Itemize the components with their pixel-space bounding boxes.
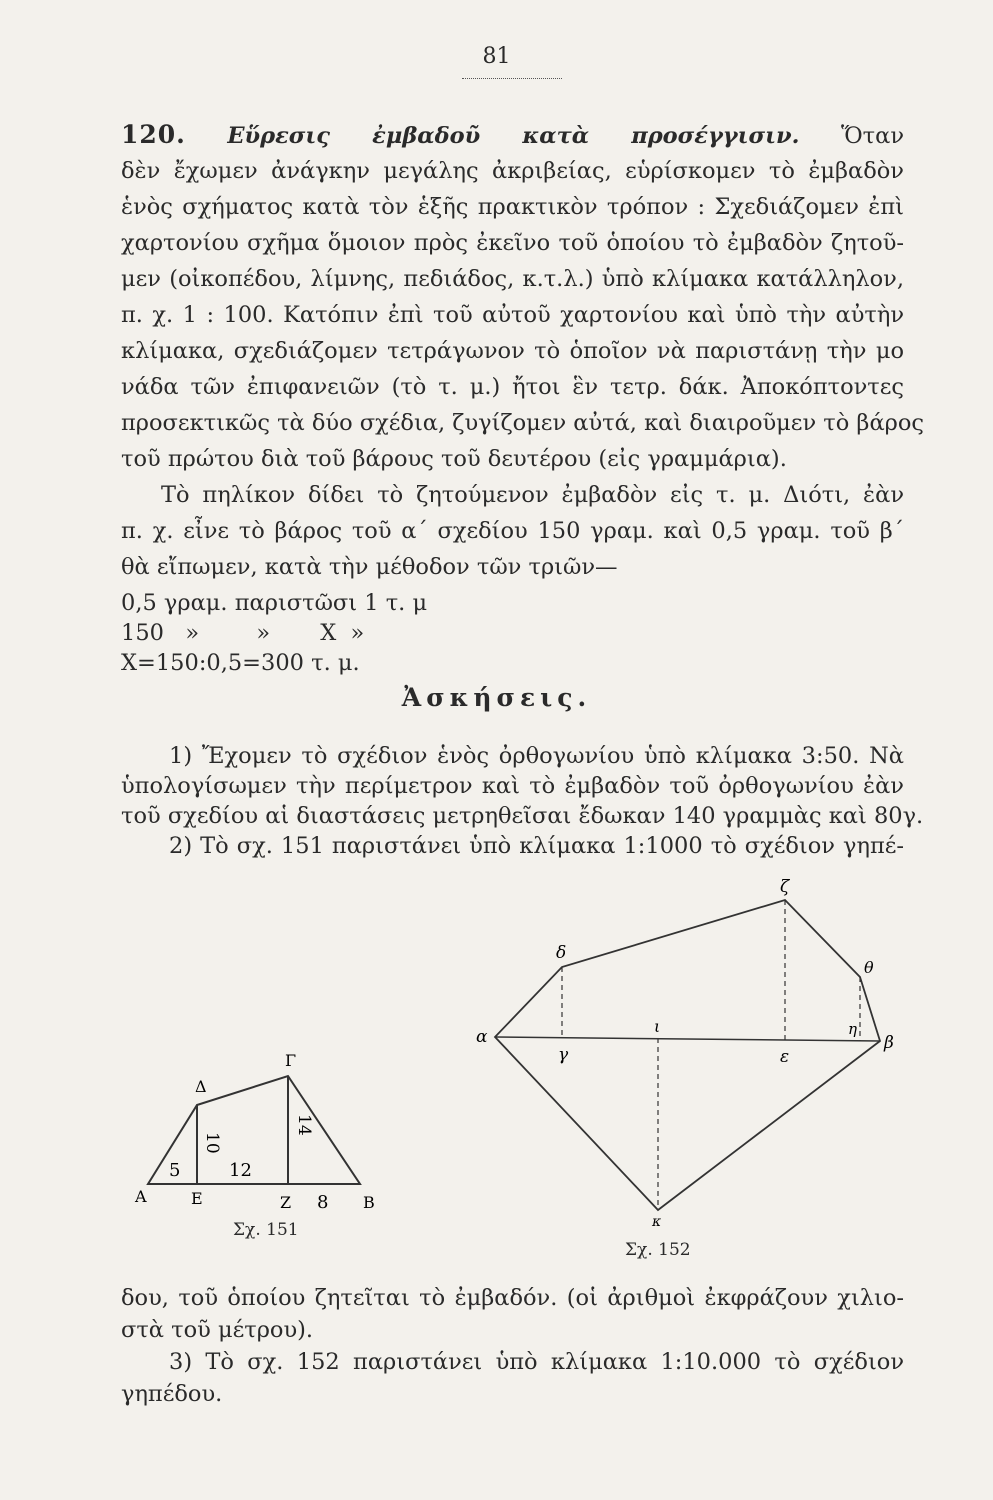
fig152-label-b: β [884,1033,894,1053]
section-line: χαρτονίου σχῆμα ὅμοιον πρὸς ἐκεῖνο τοῦ ὁποίου τὸ ἐμβαδὸν ζητοῦ- [121,230,904,256]
fig151-label-G: Γ [285,1051,297,1070]
fig151-label-E: Ε [191,1189,203,1208]
exercise-line: δου, τοῦ ὁποίου ζητεῖται τὸ ἐμβαδόν. (οἱ ἀριθμοὶ ἐκφράζουν χιλιο- [121,1285,904,1311]
figure-152-caption: Σχ. 152 [625,1240,691,1260]
fig152-label-h: η [848,1020,857,1038]
fig151-number-10: 10 [202,1132,222,1154]
section-line: κλίμακα, σχεδιάζομεν τετράγωνον τὸ ὁποῖον νὰ παριστάνῃ τὴν μο [121,338,904,364]
fig151-label-D: Δ [195,1077,207,1096]
exercise-line: 1) Ἔχομεν τὸ σχέδιον ἑνὸς ὀρθογωνίου ὑπὸ κλίμακα 3:50. Νὰ [169,743,904,769]
paragraph-2-line: π. χ. εἶνε τὸ βάρος τοῦ α΄ σχεδίου 150 γραμ. καὶ 0,5 γραμ. τοῦ β΄ [121,518,904,544]
exercise-line: στὰ τοῦ μέτρου). [121,1317,314,1343]
page-number: 81 [482,44,511,69]
fig152-label-z: ζ [780,877,790,897]
figure-152-drawing [470,870,920,1270]
calc-line: X=150:0,5=300 τ. μ. [121,650,360,676]
fig152-polygon [495,900,880,1210]
calc-line: 0,5 γραμ. παριστῶσι 1 τ. μ [121,590,428,616]
section-line: ἑνὸς σχήματος κατὰ τὸν ἑξῆς πρακτικὸν τρόπον : Σχεδιάζομεν ἐπὶ [121,194,904,220]
exercises-heading: Ἀσκήσεις. [401,683,592,712]
section-line: νάδα τῶν ἐπιφανειῶν (τὸ τ. μ.) ἤτοι ἓν τετρ. δάκ. Ἀποκόπτοντες [121,374,904,400]
fig152-diagonal-ab [495,1037,880,1041]
fig151-number-8: 8 [317,1192,329,1213]
fig151-label-Z: Ζ [280,1193,292,1212]
section-line: μεν (οἰκοπέδου, λίμνης, πεδιάδος, κ.τ.λ.) ὑπὸ κλίμακα κατάλληλον, [121,266,904,292]
fig151-number-14: 14 [294,1114,314,1136]
fig151-number-12: 12 [229,1160,252,1181]
fig152-label-e: ε [780,1047,790,1067]
exercise-line: ὑπολογίσωμεν τὴν περίμετρον καὶ τὸ ἐμβαδὸν τοῦ ὀρθογωνίου ἐὰν [121,773,904,799]
fig151-label-A: Α [135,1187,147,1206]
figure-152 [470,870,920,1270]
exercise-line: 2) Τὸ σχ. 151 παριστάνει ὑπὸ κλίμακα 1:1000 τὸ σχέδιον γηπέ- [169,833,904,859]
paragraph-2-line: Τὸ πηλίκον δίδει τὸ ζητούμενον ἐμβαδὸν εἰς τ. μ. Διότι, ἐὰν [161,482,904,508]
fig152-label-i: ι [654,1017,661,1036]
figure-151-caption: Σχ. 151 [233,1220,299,1240]
fig152-label-g: γ [558,1045,569,1065]
section-line: προσεκτικῶς τὰ δύο σχέδια, ζυγίζομεν αὐτά, καὶ διαιροῦμεν τὸ βάρος [121,410,925,436]
fig151-number-5: 5 [169,1160,181,1181]
section-title: Εὕρεσις ἐμβαδοῦ κατὰ προσέγγισιν. [227,123,800,149]
paragraph-2-line: θὰ εἴπωμεν, κατὰ τὴν μέθοδον τῶν τριῶν— [121,554,618,580]
section-line: π. χ. 1 : 100. Κατόπιν ἐπὶ τοῦ αὐτοῦ χαρτονίου καὶ ὑπὸ τὴν αὐτὴν [121,302,904,328]
section-line: τοῦ πρώτου διὰ τοῦ βάρους τοῦ δευτέρου (εἰς γραμμάρια). [121,446,787,472]
fig152-label-d: δ [556,943,567,963]
section-heading-line [121,117,904,154]
fig152-label-th: θ [864,958,874,977]
exercise-line: γηπέδου. [121,1381,223,1407]
page-number-rule [462,78,562,79]
fig152-label-a: α [476,1027,488,1047]
section-number: 120. [121,120,186,149]
fig152-label-k: κ [652,1214,662,1230]
exercise-line: 3) Τὸ σχ. 152 παριστάνει ὑπὸ κλίμακα 1:10.000 τὸ σχέδιον [169,1349,904,1375]
section-line: δὲν ἔχωμεν ἀνάγκην μεγάλης ἀκριβείας, εὑρίσκομεν τὸ ἐμβαδὸν [121,158,904,184]
figure-151 [125,1050,375,1250]
calc-line: 150 » » X » [121,620,365,646]
exercise-line: τοῦ σχεδίου αἱ διαστάσεις μετρηθεῖσαι ἔδωκαν 140 γραμμὰς καὶ 80γ. [121,803,924,829]
section-first-line-rest: Ὅταν [840,123,904,149]
fig151-label-B: Β [363,1193,375,1212]
